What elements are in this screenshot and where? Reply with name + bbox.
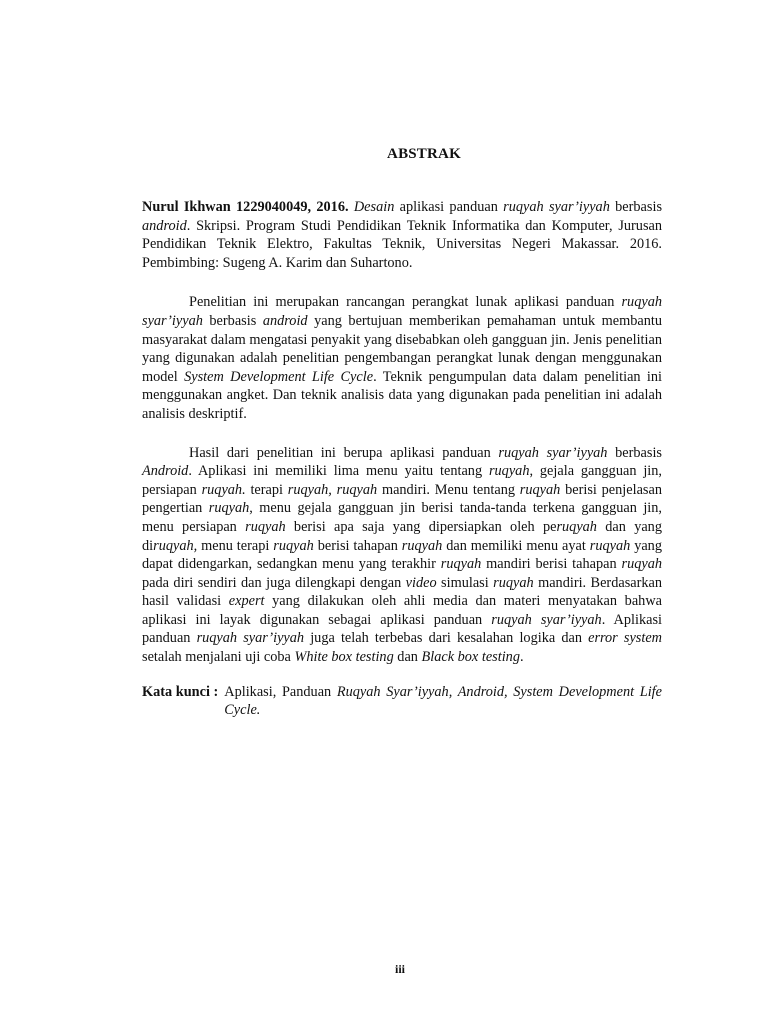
- text-run: berisi tahapan: [313, 537, 402, 554]
- emphasis-text: ruqyah: [401, 537, 443, 554]
- text-run: terapi: [245, 481, 288, 498]
- text-run: berisi penjelasan pengertian: [142, 481, 662, 517]
- text-run: yang bertujuan memberikan pemahaman untuk membantu masyarakat dalam mengatasi penyakit yang disebabkan oleh gangguan jin. Jenis penelitian yang digunakan adalah penelitian pengembangan perangkat lunak dengan menggunakan model: [142, 312, 663, 385]
- text-run: pada diri sendiri dan juga dilengkapi dengan: [142, 574, 406, 591]
- abstract-paragraph-1: [142, 293, 662, 423]
- text-run: aplikasi panduan: [394, 199, 504, 215]
- emphasis-text: Black box testing: [421, 649, 520, 666]
- text-run: yang dilakukan oleh ahli media dan materi menyatakan bahwa aplikasi ini layak digunakan sebagai aplikasi panduan: [142, 593, 662, 628]
- emphasis-text: Ruqyah Syar’iyyah, Android, System Development Life Cycle.: [224, 683, 662, 719]
- emphasis-text: Android: [142, 463, 189, 480]
- text-run: , menu gejala gangguan jin berisi tanda-tanda terkena gangguan jin, menu persiapan: [142, 500, 662, 535]
- emphasis-text: ruqyah syar’iyyah: [142, 294, 662, 329]
- emphasis-text: White box testing: [294, 649, 394, 666]
- emphasis-text: video: [405, 574, 437, 591]
- text-run: .: [519, 649, 524, 666]
- emphasis-text: ruqyah: [208, 500, 250, 517]
- page-number: iii: [394, 962, 405, 976]
- emphasis-text: ruqyah: [493, 574, 534, 591]
- emphasis-text: ruqyah: [488, 463, 530, 480]
- text-run: . Aplikasi ini memiliki lima menu yaitu tentang: [188, 463, 489, 480]
- page-title: ABSTRAK: [387, 146, 461, 162]
- emphasis-text: ruqyah syar’iyyah: [498, 444, 608, 461]
- emphasis-text: ruqyah: [556, 518, 597, 535]
- text-run: Penelitian ini merupakan rancangan perangkat lunak aplikasi panduan: [189, 294, 622, 311]
- emphasis-text: ruqyah: [440, 556, 482, 573]
- abstract-paragraph-2: [142, 444, 662, 667]
- emphasis-text: ruqyah syar’iyyah: [196, 630, 305, 647]
- text-run: berbasis: [609, 199, 663, 215]
- emphasis-text: ruqyah: [519, 481, 561, 498]
- text-run: mandiri. Menu tentang: [377, 481, 520, 498]
- citation-paragraph: [142, 198, 662, 272]
- text-run: Aplikasi, Panduan: [224, 683, 337, 700]
- text-run: mandiri. Berdasarkan hasil validasi: [142, 574, 663, 610]
- emphasis-text: ruqyah syar’iyyah: [503, 199, 610, 215]
- keywords-label: Kata kunci :: [142, 683, 219, 700]
- abstract-body: [142, 198, 662, 720]
- text-run: dan yang di: [142, 518, 662, 554]
- text-run: juga telah terbebas dari kesalahan logika dan: [304, 630, 589, 647]
- emphasis-text: error system: [588, 630, 662, 647]
- keywords-list: [224, 683, 662, 720]
- emphasis-text: ruqyah syar’iyyah: [491, 611, 602, 628]
- author-id-year: Nurul Ikhwan 1229040049, 2016.: [142, 199, 349, 215]
- emphasis-text: System Development Life Cycle: [184, 368, 374, 385]
- text-run: . Teknik pengumpulan data dalam penelitian ini menggunakan angket. Dan teknik analisis data yang digunakan pada penelitian ini adalah analisis deskriptif.: [142, 368, 663, 422]
- emphasis-text: ruqyah: [245, 518, 286, 535]
- text-run: simulasi: [436, 574, 494, 591]
- text-run: berisi apa saja yang dipersiapkan oleh pe: [285, 518, 557, 535]
- text-run: Hasil dari penelitian ini berupa aplikasi panduan: [189, 444, 499, 461]
- text-run: dan: [393, 649, 422, 666]
- emphasis-text: ruqyah.: [201, 481, 246, 498]
- text-run: mandiri berisi tahapan: [481, 556, 622, 573]
- text-run: berbasis: [607, 444, 662, 461]
- text-run: setalah menjalani uji coba: [142, 649, 295, 666]
- text-run: menu terapi: [197, 537, 274, 554]
- text-run: berbasis: [202, 312, 263, 329]
- text-run: dan memiliki menu ayat: [442, 537, 590, 554]
- emphasis-text: ruqyah: [273, 537, 314, 554]
- emphasis-text: android: [142, 217, 187, 234]
- emphasis-text: ruqyah: [621, 556, 663, 573]
- emphasis-text: ruqyah, ruqyah: [287, 481, 378, 498]
- emphasis-text: ruqyah,: [153, 537, 198, 554]
- emphasis-text: Desain: [353, 199, 395, 215]
- keywords-block: [142, 683, 662, 720]
- emphasis-text: ruqyah: [589, 537, 631, 554]
- text-run: . Aplikasi panduan: [142, 611, 662, 647]
- text-run: , gejala gangguan jin, persiapan: [142, 463, 662, 498]
- emphasis-text: android: [262, 312, 308, 329]
- text-run: . Skripsi. Program Studi Pendidikan Teknik Informatika dan Komputer, Jurusan Pendidikan Teknik Elektro, Fakultas Teknik, Universitas Negeri Makassar. 2016. Pembimbing: Sugeng A. Karim dan Suhartono.: [142, 217, 662, 271]
- text-run: yang dapat didengarkan, sedangkan menu yang terakhir: [142, 537, 662, 573]
- emphasis-text: expert: [228, 593, 265, 610]
